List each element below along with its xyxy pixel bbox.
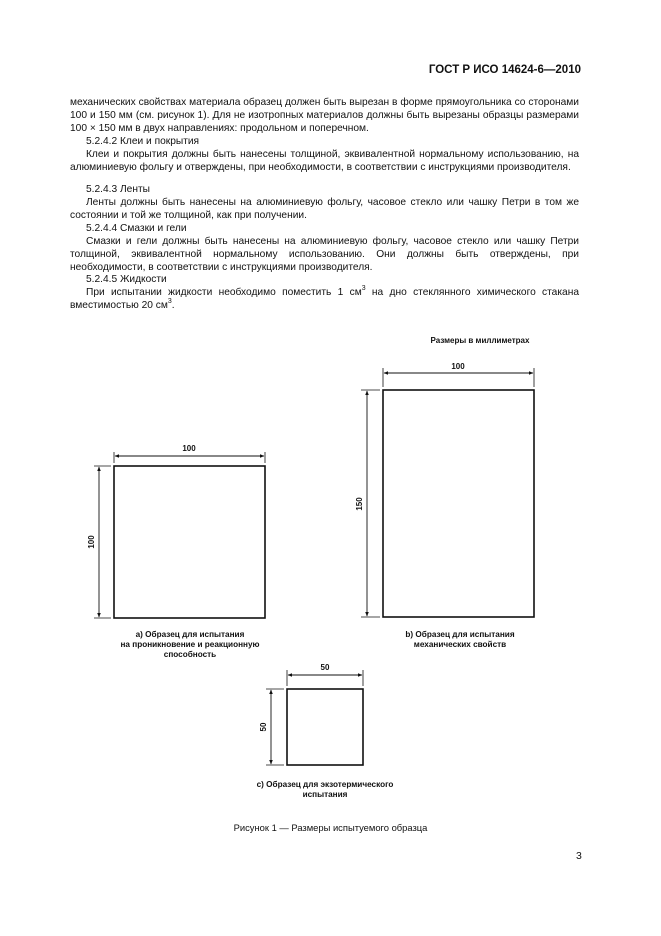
liquid-text-b: на дно стеклянного химического стакана вместимостью 20 см — [70, 287, 579, 312]
section-5-2-4-2-title: 5.2.4.2 Клеи и покрытия — [86, 136, 200, 147]
specimen-b-height-label: 150 — [355, 497, 364, 511]
specimen-c-label-line1: c) Образец для экзотермического — [256, 780, 394, 789]
specimen-b-label-line1: b) Образец для испытания — [405, 630, 515, 639]
section-5-2-4-3-title: 5.2.4.3 Ленты — [86, 184, 150, 195]
specimen-b-label — [360, 630, 560, 650]
section-5-2-4-2-text: Клеи и покрытия должны быть нанесены толщиной, эквивалентной нормальному использованию, на алюминиевую фольгу и отверждены, при необходимости, в соответствии с инструкциями производителя. — [70, 149, 579, 174]
specimen-c-label-line2: испытания — [302, 790, 348, 799]
specimen-a-label-line2: на проникновение и реакционную — [120, 640, 260, 649]
specimen-a-label — [90, 630, 290, 660]
section-5-2-4-3-text: Ленты должны быть нанесены на алюминиевую фольгу, часовое стекло или чашку Петри в том же состоянии и той же толщиной, как при получении. — [70, 197, 579, 222]
section-5-2-4-4-text: Смазки и гели должны быть нанесены на алюминиевую фольгу, часовое стекло или чашку Петри толщиной, эквивалентной нормальному использованию. Они должны быть отверждены, при необходимости, в соответствии с инструкциями производителя. — [70, 236, 579, 274]
units-note: Размеры в миллиметрах — [430, 336, 530, 345]
specimen-a-label-line3: способность — [163, 650, 217, 659]
liquid-text-c: . — [171, 300, 175, 312]
section-5-2-4-5-title: 5.2.4.5 Жидкости — [86, 274, 167, 285]
specimen-a-label-line1: a) Образец для испытания — [135, 630, 245, 639]
document-header: ГОСТ Р ИСО 14624-6—2010 — [428, 64, 581, 76]
specimen-b — [355, 362, 534, 617]
liquid-text-a: При испытании жидкости необходимо поместить 1 см — [86, 287, 362, 298]
specimen-c-rect — [287, 689, 363, 765]
specimen-a-width-label: 100 — [182, 444, 196, 453]
paragraph-continuation: механических свойствах материала образец должен быть вырезан в форме прямоугольника со сторонами 100 и 150 мм (см. рисунок 1). Для не изотропных материалов должны быть вырезаны образцы размерами 100 × 150 мм в двух направлениях: продольном и поперечном. — [70, 97, 579, 135]
page-number: 3 — [576, 850, 582, 862]
specimen-a-height-label: 100 — [87, 535, 96, 549]
section-5-2-4-4-title: 5.2.4.4 Смазки и гели — [86, 223, 187, 234]
superscript-3-b: 3 — [167, 298, 172, 306]
specimen-c-width-label: 50 — [320, 663, 330, 672]
specimen-c-height-label: 50 — [259, 722, 268, 732]
specimen-b-width-label: 100 — [451, 362, 465, 371]
specimen-c — [259, 663, 363, 765]
specimen-a-rect — [114, 466, 265, 618]
specimen-c-label — [220, 780, 430, 800]
superscript-3-a: 3 — [361, 285, 366, 292]
specimen-a — [87, 444, 265, 618]
specimen-b-label-line2: механических свойств — [413, 640, 507, 649]
specimen-b-rect — [383, 390, 534, 617]
figure-caption: Рисунок 1 — Размеры испытуемого образца — [233, 822, 428, 833]
